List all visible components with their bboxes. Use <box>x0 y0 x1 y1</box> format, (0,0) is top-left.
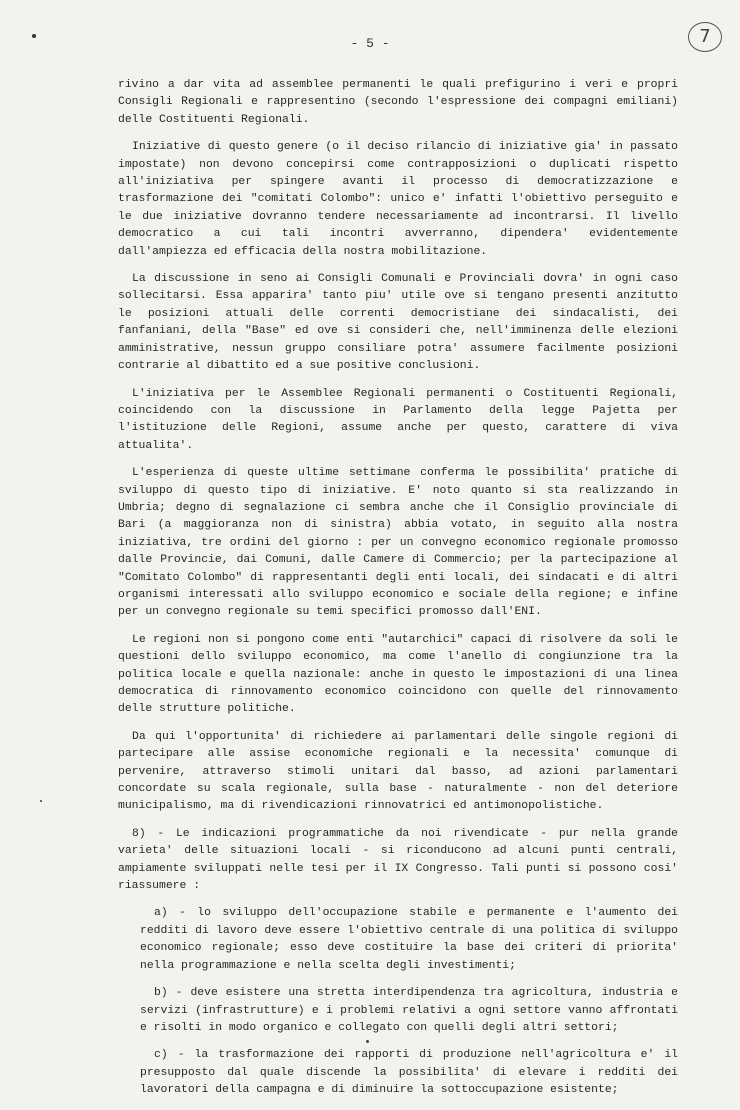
margin-speck <box>40 800 42 802</box>
list-item-b: b) - deve esistere una stretta interdipendenza tra agricoltura, industria e servizi (infrastrutture) e i problemi relativi a ogni settore vanno affrontati e risolti in modo organico e collegato con quelli degli altri settori; <box>140 987 678 1034</box>
paragraph: Le regioni non si pongono come enti "autarchici" capaci di risolvere da soli le questioni dello sviluppo economico, ma come l'anello di congiunzione tra la politica locale e quella nazionale: anche in questo le impostazioni di una linea democratica di rinnovamento economico coincidono con quelle del rinnovamento delle strutture politiche. <box>118 633 678 716</box>
page-number: - 5 - <box>350 36 390 51</box>
handwritten-page-mark: 7 <box>688 22 722 52</box>
paragraph: Iniziative di questo genere (o il deciso rilancio di iniziative gia' in passato impostate) non devono concepirsi come contrapposizioni o duplicati rispetto all'iniziativa per spingere avanti il processo di democratizzazione e trasformazione dei "comitati Colombo": unico e' infatti l'obiettivo perseguito e le due iniziative dovranno tendere necessariamente ad incontrarsi. Il livello democratico a cui tali incontri avverranno, dipendera' evidentemente dall'ampiezza ed efficacia della nostra mobilitazione. <box>118 141 678 258</box>
paragraph: Da qui l'opportunita' di richiedere ai parlamentari delle singole regioni di partecipare alle assise economiche regionali e la necessita' comunque di pervenire, attraverso stimoli unitari dal basso, ad azioni parlamentari concordate su scala regionale, sulla base - naturalmente - non del deteriore municipalismo, ma di rivendicazioni rinnovatrici ed antimonopolistiche. <box>118 730 678 813</box>
list-item-a: a) - lo sviluppo dell'occupazione stabile e permanente e l'aumento dei redditi di lavoro deve essere l'obiettivo centrale di una politica di sviluppo economico regionale; esso deve costituire la base dei criteri di priorita' nella programmazione e nella scelta degli investimenti; <box>140 907 678 972</box>
document-body <box>118 77 678 1110</box>
section-8-heading: 8) - Le indicazioni programmatiche da noi rivendicate - pur nella grande varieta' delle situazioni locali - si riconducono ad alcuni punti centrali, ampiamente sviluppati nelle tesi per il IX Congresso. Tali punti si possono cosi' riassumere : <box>118 827 678 893</box>
list-item-c: c) - la trasformazione dei rapporti di produzione nell'agricoltura e' il presupposto dal quale discende la possibilita' di elevare i redditi dei lavoratori della campagna e di diminuire la sottoccupazione esistente; <box>140 1049 678 1097</box>
paragraph: La discussione in seno ai Consigli Comunali e Provinciali dovra' in ogni caso sollecitarsi. Essa apparira' tanto piu' utile ove si tengano presenti anzitutto le posizioni attuali delle correnti democristiane dei sindacalisti, dei fanfaniani, della "Base" ed ove si consideri che, nell'imminenza delle elezioni amministrative, nessun gruppo consiliare potra' assumere facilmente posizioni contrarie al dibattito ed a sue positive conclusioni. <box>118 273 678 373</box>
paragraph: rivino a dar vita ad assemblee permanenti le quali prefigurino i veri e propri Consigli Regionali e rappresentino (secondo l'espressione dei compagni emiliani) delle Costituenti Regionali. <box>118 79 678 126</box>
paragraph: L'esperienza di queste ultime settimane conferma le possibilita' pratiche di sviluppo di questo tipo di iniziative. E' noto quanto si sta realizzando in Umbria; degno di segnalazione ci sembra anche che il Consiglio provinciale di Bari (a maggioranza non di sinistra) abbia votato, in seguito alla nostra iniziativa, tre ordini del giorno : per un convegno economico regionale promosso dalle Provincie, dai Comuni, dalle Camere di Commercio; per la partecipazione al "Comitato Colombo" di rappresentanti degli enti locali, dei sindacati e di altri organismi interessati allo sviluppo economico e sociale della regione; e infine per un convegno regionale su temi specifici promosso dall'ENI. <box>118 467 678 619</box>
paragraph: L'iniziativa per le Assemblee Regionali permanenti o Costituenti Regionali, coincidendo con la discussione in Parlamento della legge Pajetta per l'istituzione delle Regioni, assume anche per questo, carattere di viva attualita'. <box>118 387 678 452</box>
